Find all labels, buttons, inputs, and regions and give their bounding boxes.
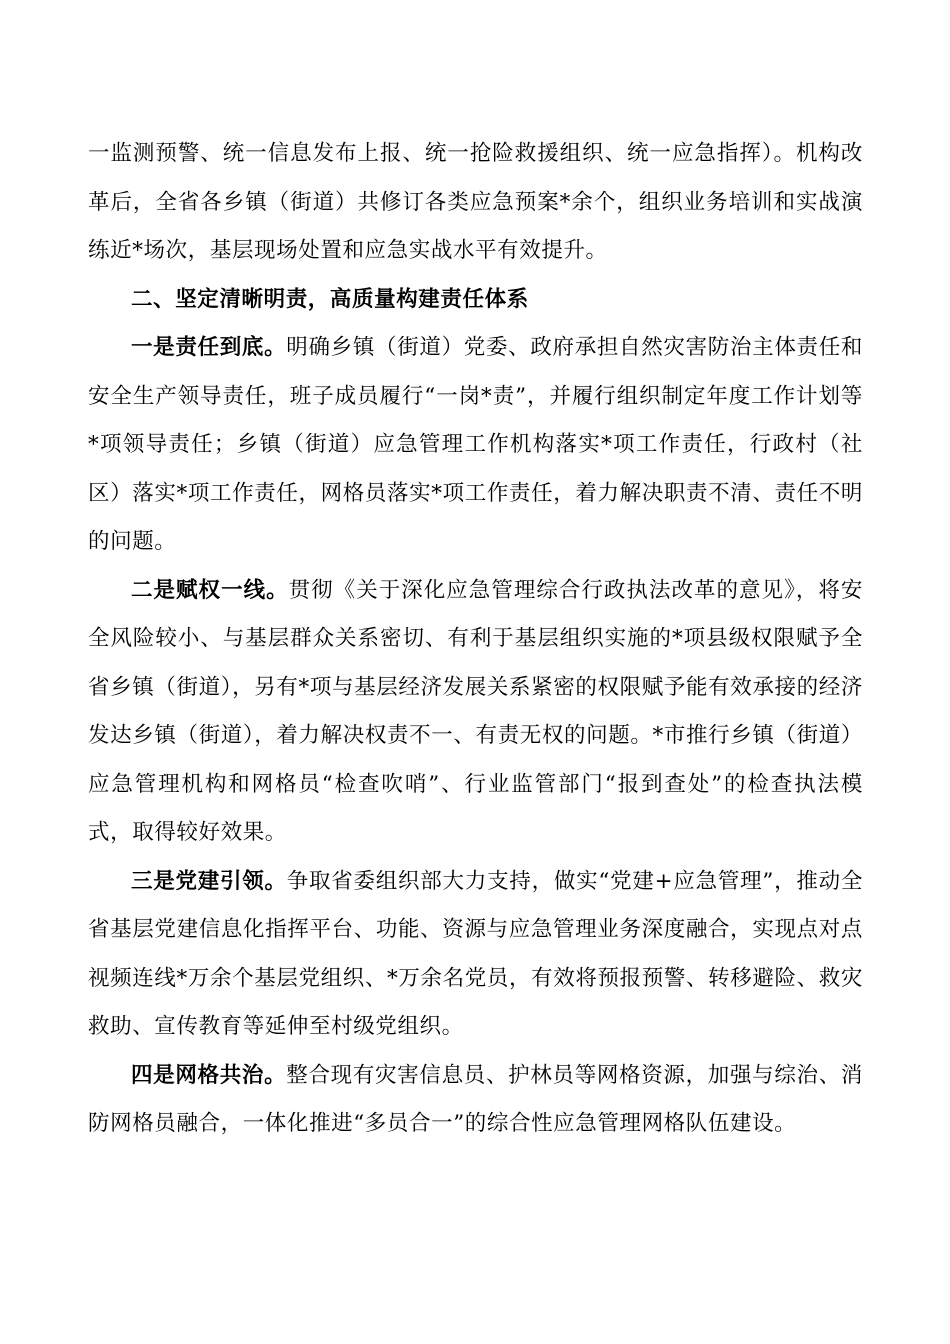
paragraph-responsibility	[88, 324, 863, 567]
paragraph-lead: 二是赋权一线。	[131, 577, 289, 603]
paragraph-lead: 三是党建引领。	[131, 868, 287, 894]
section-heading	[88, 276, 863, 325]
paragraph-grid-governance	[88, 1052, 863, 1149]
paragraph-lead: 四是网格共治。	[131, 1062, 287, 1088]
paragraph-empowerment	[88, 567, 863, 858]
paragraph-text: 一监测预警、统一信息发布上报、统一抢险救援组织、统一应急指挥）。机构改革后，全省各乡镇（街道）共修订各类应急预案*余个，组织业务培训和实战演练近*场次，基层现场处置和应急实战水平有效提升。	[88, 141, 863, 263]
paragraph-text: 争取省委组织部大力支持，做实“党建+应急管理”，推动全省基层党建信息化指挥平台、功能、资源与应急管理业务深度融合，实现点对点视频连线*万余个基层党组织、*万余名党员，有效将预报预警、转移避险、救灾救助、宣传教育等延伸至村级党组织。	[88, 868, 863, 1039]
paragraph-text: 整合现有灾害信息员、护林员等网格资源，加强与综治、消防网格员融合，一体化推进“多员合一”的综合性应急管理网格队伍建设。	[88, 1062, 863, 1136]
paragraph-party-building	[88, 858, 863, 1052]
document-page	[88, 130, 863, 1149]
paragraph-continuation	[88, 130, 863, 276]
paragraph-text: 贯彻《关于深化应急管理综合行政执法改革的意见》，将安全风险较小、与基层群众关系密切、有利于基层组织实施的*项县级权限赋予全省乡镇（街道），另有*项与基层经济发展关系紧密的权限赋予能有效承接的经济发达乡镇（街道），着力解决权责不一、有责无权的问题。*市推行乡镇（街道）应急管理机构和网格员“检查吹哨”、行业监管部门“报到查处”的检查执法模式，取得较好效果。	[88, 577, 864, 845]
paragraph-lead: 一是责任到底。	[131, 335, 287, 360]
section-heading-text: 二、坚定清晰明责，高质量构建责任体系	[131, 286, 529, 312]
paragraph-text: 明确乡镇（街道）党委、政府承担自然灾害防治主体责任和安全生产领导责任，班子成员履行“一岗*责”，并履行组织制定年度工作计划等*项领导责任；乡镇（街道）应急管理工作机构落实*项工作责任，行政村（社区）落实*项工作责任，网格员落实*项工作责任，着力解决职责不清、责任不明的问题。	[88, 335, 863, 554]
